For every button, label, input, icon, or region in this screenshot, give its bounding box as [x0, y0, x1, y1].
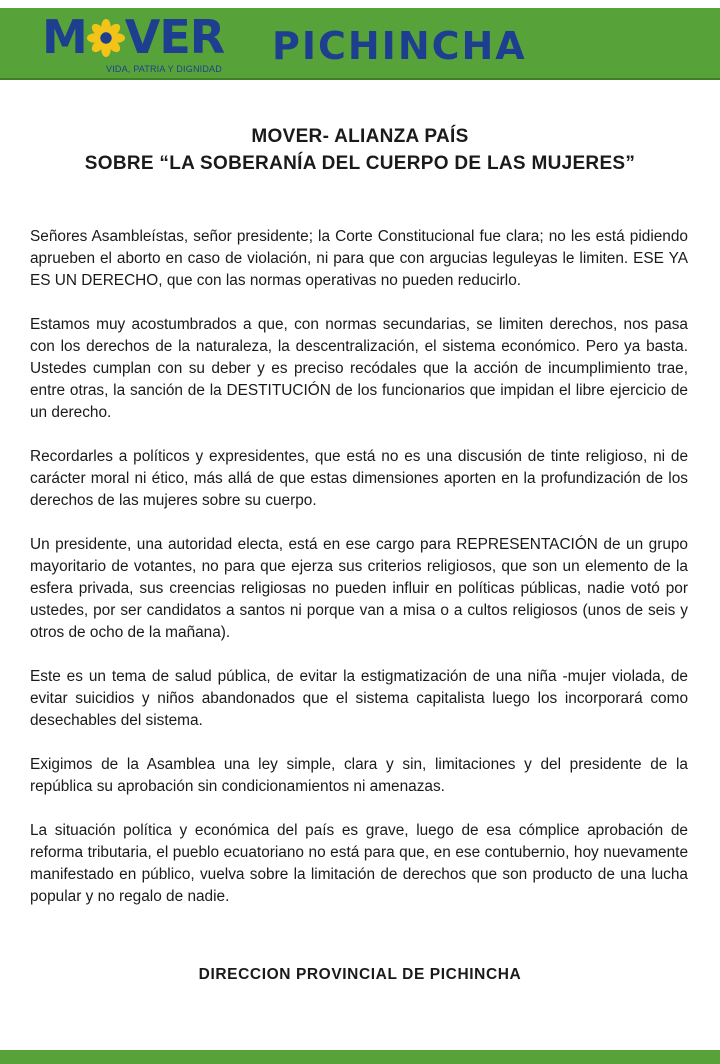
flower-icon — [87, 19, 125, 57]
region-name: PICHINCHA — [272, 24, 527, 68]
document-title-line2: SOBRE “LA SOBERANÍA DEL CUERPO DE LAS MUJERES” — [84, 153, 636, 174]
paragraph: Recordarles a políticos y expresidentes, que está no es una discusión de tinte religioso, ni de carácter moral ni ético, más allá de que estas dimensiones aporten en la profundización de los derechos de las mujeres sobre su cuerpo. — [30, 448, 688, 509]
paragraph: Señores Asambleístas, señor presidente; la Corte Constitucional fue clara; no les está pidiendo aprueben el aborto en caso de violación, ni para que con argucias leguleyas le limiten. ESE YA ES UN DERECHO, que con las normas operativas no pueden reducirlo. — [30, 228, 688, 289]
paragraph: La situación política y económica del país es grave, luego de esa cómplice aprobación de reforma tributaria, el pueblo ecuatoriano no está para que, en ese contubernio, hoy nuevamente manifestado en público, vuelva sobre la limitación de derechos que son producto de una lucha popular y no regalo de nadie. — [30, 822, 688, 905]
document-title-line1: MOVER- ALIANZA PAÍS — [251, 126, 469, 147]
footer-bar — [0, 1050, 720, 1064]
paragraph: Exigimos de la Asamblea una ley simple, clara y sin, limitaciones y del presidente de la república su aprobación sin condicionamientos ni amenazas. — [30, 756, 688, 795]
logo-prefix: M — [42, 10, 87, 64]
logo-tagline: VIDA, PATRIA Y DIGNIDAD — [106, 64, 222, 74]
paragraph: Este es un tema de salud pública, de evitar la estigmatización de una niña -mujer violada, de evitar suicidios y niños abandonados que el sistema capitalista luego los incorporará como desechables del sistema. — [30, 668, 688, 729]
logo-suffix: VER — [124, 10, 225, 64]
signature: DIRECCION PROVINCIAL DE PICHINCHA — [198, 966, 522, 983]
paragraph: Estamos muy acostumbrados a que, con normas secundarias, se limiten derechos, nos pasa con los derechos de la naturaleza, la descentralización, el sistema económico. Pero ya basta. Ustedes cumplan con su deber y es preciso recódales que la acción de incumplimiento trae, entre otras, la sanción de la DESTITUCIÓN de los funcionarios que impidan el libre ejercicio de un derecho. — [30, 316, 688, 421]
document-body — [30, 226, 688, 930]
paragraph: Un presidente, una autoridad electa, está en ese cargo para REPRESENTACIÓN de un grupo mayoritario de votantes, no para que ejerza sus criterios religiosos, que son un elemento de la esfera privada, sus creencias religiosas no pueden influir en políticas públicas, nadie votó por ustedes, por ser candidatos a santos ni porque van a misa o a cultos religiosos (unos de seis y otros de ocho de la mañana). — [30, 536, 688, 641]
mover-logo — [42, 10, 225, 64]
header-banner — [0, 8, 720, 80]
